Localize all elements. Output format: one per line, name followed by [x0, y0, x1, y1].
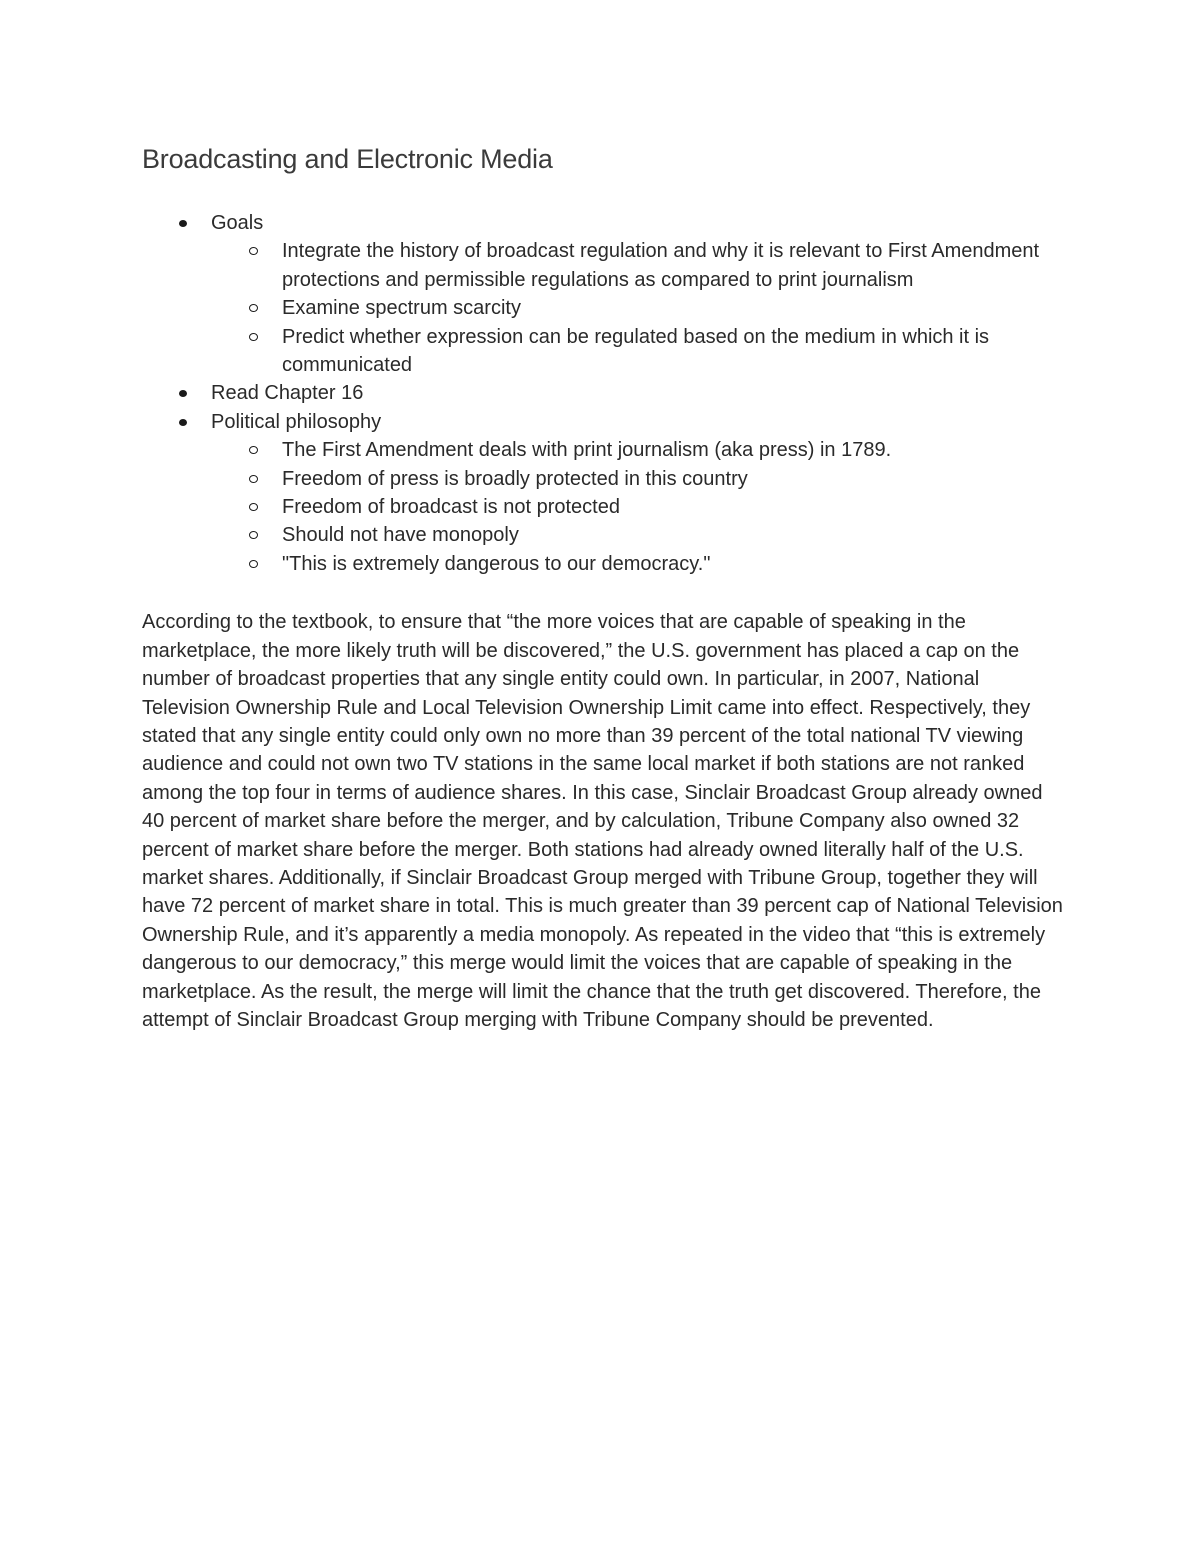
- philosophy-sublist: [142, 436, 1067, 578]
- list-item-text: "This is extremely dangerous to our democracy.": [282, 552, 711, 575]
- list-item-text: Predict whether expression can be regulated based on the medium in which it is communicated: [282, 325, 990, 377]
- hollow-bullet-icon: [249, 560, 258, 568]
- body-paragraph: According to the textbook, to ensure that “the more voices that are capable of speaking in the marketplace, the more likely truth will be discovered,” the U.S. government has placed a cap on the number of broadcast properties that any single entity could own. In particular, in 2007, National Television Ownership Rule and Local Television Ownership Limit came into effect. Respectively, they stated that any single entity could only own no more than 39 percent of the total national TV viewing audience and could not own two TV stations in the same local market if both stations are not ranked among the top four in terms of audience shares. In this case, Sinclair Broadcast Group already owned 40 percent of market share before the merger, and by calculation, Tribune Company also owned 32 percent of market share before the merger. Both stations had already owned literally half of the U.S. market shares. Additionally, if Sinclair Broadcast Group merged with Tribune Group, together they will have 72 percent of market share in total. This is much greater than 39 percent cap of National Television Ownership Rule, and it’s apparently a media monopoly. As repeated in the video that “this is extremely dangerous to our democracy,” this merge would limit the voices that are capable of speaking in the marketplace. As the result, the merge will limit the chance that the truth get discovered. Therefore, the attempt of Sinclair Broadcast Group merging with Tribune Company should be prevented.: [142, 611, 1063, 1031]
- list-item: [211, 493, 1067, 521]
- outline-item-label: Goals: [211, 212, 264, 234]
- outline-item-read-chapter: [142, 379, 1067, 407]
- outline-item-label: Read Chapter 16: [211, 382, 364, 405]
- hollow-bullet-icon: [249, 475, 258, 483]
- hollow-bullet-icon: [249, 531, 258, 539]
- list-item: [211, 294, 1067, 322]
- document-page: [142, 142, 1067, 1034]
- list-item-text: Freedom of broadcast is not protected: [282, 496, 620, 519]
- outline-item-goals: [142, 209, 1067, 379]
- document-title: Broadcasting and Electronic Media: [142, 144, 553, 174]
- hollow-bullet-icon: [249, 503, 258, 511]
- list-item-text: The First Amendment deals with print journalism (aka press) in 1789.: [282, 439, 892, 462]
- list-item-text: Examine spectrum scarcity: [282, 297, 521, 320]
- list-item-text: Freedom of press is broadly protected in this country: [282, 467, 748, 490]
- hollow-bullet-icon: [249, 446, 258, 454]
- outline-item-political-philosophy: [142, 408, 1067, 578]
- filled-bullet-icon: [179, 390, 187, 397]
- filled-bullet-icon: [179, 220, 187, 227]
- outline-list: [142, 209, 1067, 578]
- hollow-bullet-icon: [249, 247, 258, 255]
- list-item: [211, 465, 1067, 493]
- list-item: [211, 436, 1067, 464]
- filled-bullet-icon: [179, 419, 187, 426]
- hollow-bullet-icon: [249, 333, 258, 341]
- hollow-bullet-icon: [249, 304, 258, 312]
- goals-sublist: [142, 237, 1067, 379]
- list-item: [211, 237, 1067, 294]
- list-item-text: Should not have monopoly: [282, 524, 519, 547]
- list-item: [211, 323, 1067, 380]
- list-item: [211, 550, 1067, 578]
- outline-item-label: Political philosophy: [211, 410, 382, 433]
- list-item-text: Integrate the history of broadcast regulation and why it is relevant to First Amendment protections and permissible regulations as compared to print journalism: [282, 240, 1040, 291]
- list-item: [211, 521, 1067, 549]
